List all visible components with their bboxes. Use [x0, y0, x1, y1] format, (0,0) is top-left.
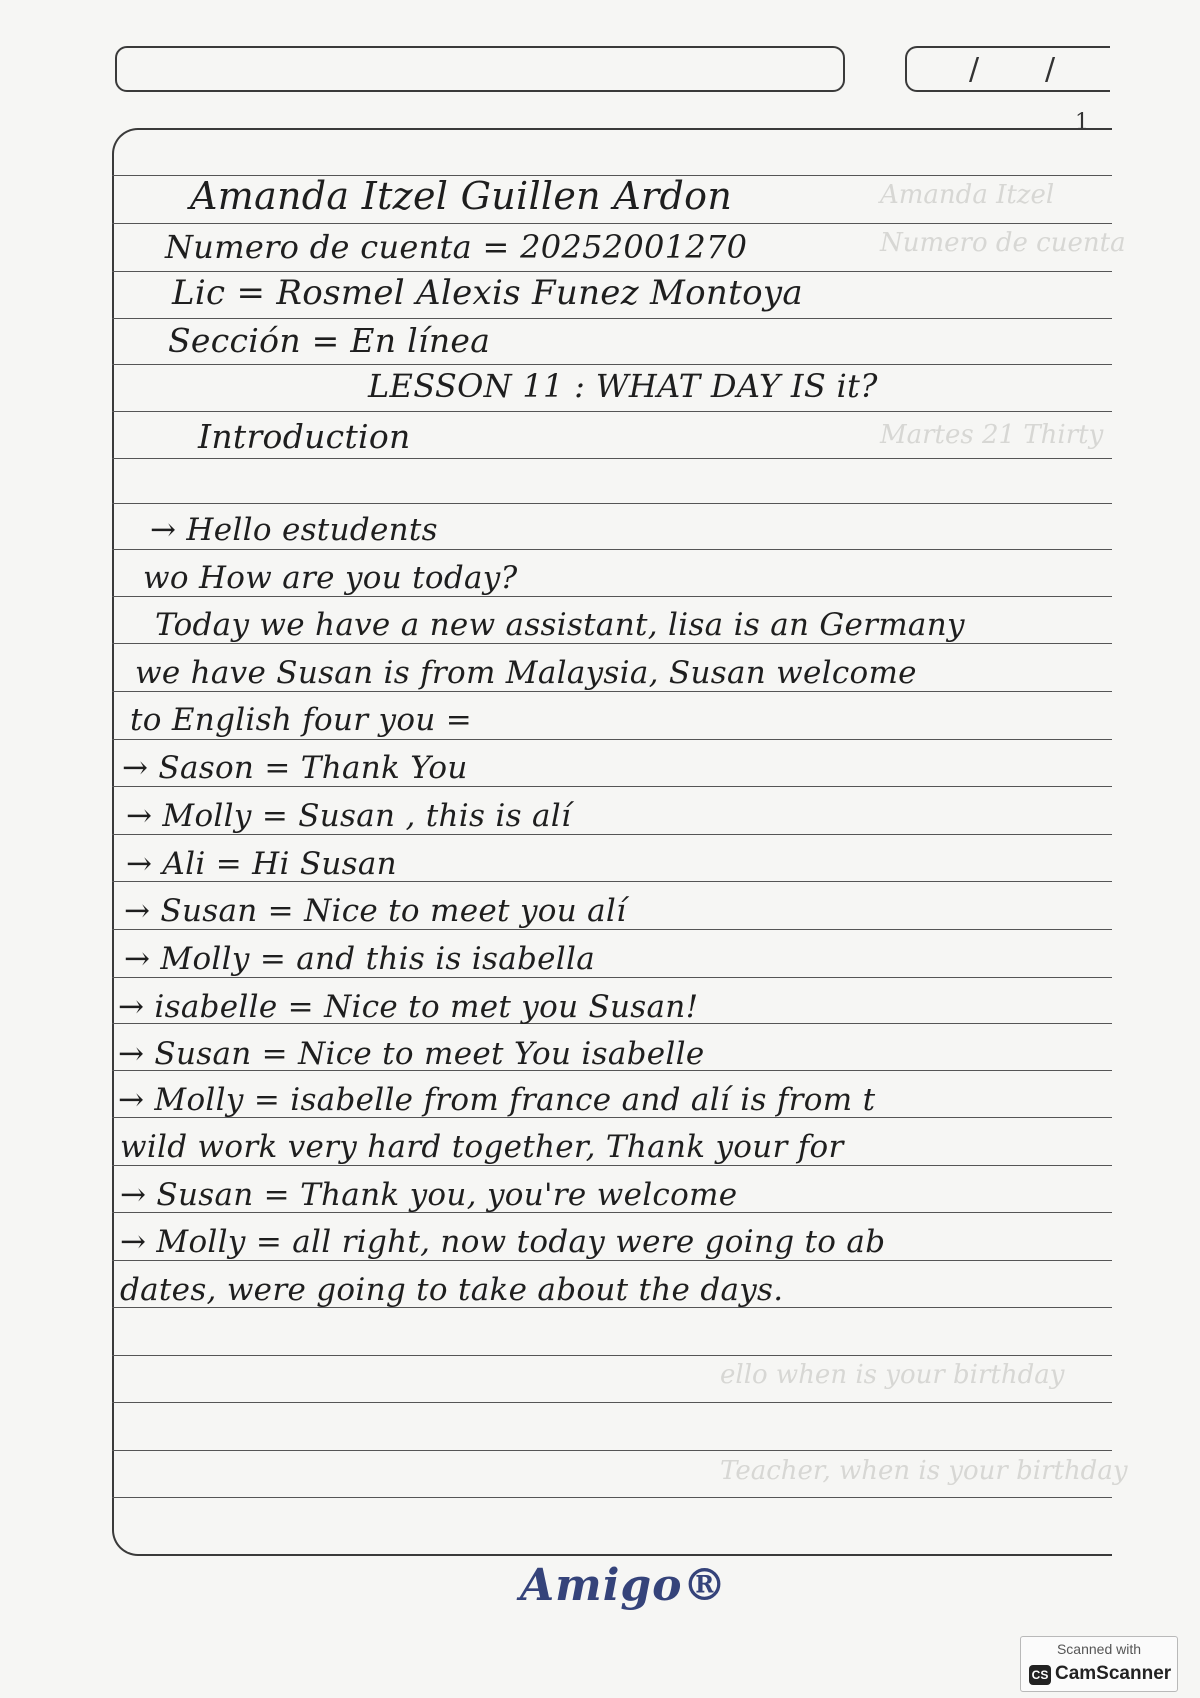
instructor: Lic = Rosmel Alexis Funez Montoya: [172, 273, 803, 313]
text-line: → Hello estudents: [150, 512, 438, 548]
ruled-line: [112, 318, 1112, 319]
ruled-line: [112, 223, 1112, 224]
scanner-name: CamScanner: [1055, 1663, 1172, 1684]
lesson-title: LESSON 11 : WHAT DAY IS it?: [368, 367, 878, 405]
account-number: Numero de cuenta = 20252001270: [165, 228, 748, 266]
dialogue-line: → isabelle = Nice to met you Susan!: [118, 989, 699, 1025]
ruled-line: [112, 271, 1112, 272]
page-number: 1: [1075, 110, 1089, 135]
dialogue-line: → Susan = Nice to meet you alí: [124, 893, 627, 929]
dialogue-line: wild work very hard together, Thank your for: [120, 1129, 844, 1165]
text-line: we have Susan is from Malaysia, Susan welcome: [135, 655, 917, 691]
ruled-line: [112, 596, 1112, 597]
ruled-line: [112, 1260, 1112, 1261]
header-date-box: [905, 46, 1110, 92]
ruled-line: [112, 739, 1112, 740]
ruled-line: [112, 643, 1112, 644]
dialogue-line: → Molly = isabelle from france and alí is from t: [118, 1082, 876, 1118]
date-slash-2: /: [1045, 52, 1056, 87]
bleed-through: ello when is your birthday: [720, 1360, 1065, 1390]
dialogue-line: → Molly = Susan , this is alí: [126, 798, 572, 834]
dialogue-line: → Sason = Thank You: [122, 750, 468, 786]
dialogue-line: dates, were going to take about the days.: [120, 1272, 784, 1308]
ruled-line: [112, 549, 1112, 550]
bleed-through: Amanda Itzel: [880, 180, 1055, 210]
ruled-line: [112, 458, 1112, 459]
camscanner-icon: CS: [1029, 1665, 1051, 1685]
ruled-line: [112, 1450, 1112, 1451]
camscanner-badge: [1020, 1636, 1178, 1692]
header-name-box: [115, 46, 845, 92]
ruled-line: [112, 1497, 1112, 1498]
text-line: Today we have a new assistant, lisa is an Germany: [155, 607, 965, 643]
dialogue-line: → Ali = Hi Susan: [126, 846, 397, 882]
ruled-line: [112, 977, 1112, 978]
text-line: wo How are you today?: [143, 560, 518, 596]
student-name: Amanda Itzel Guillen Ardon: [190, 174, 733, 218]
notebook-brand-logo: Amigo®: [520, 1560, 728, 1611]
introduction-heading: Introduction: [198, 417, 411, 456]
ruled-line: [112, 411, 1112, 412]
ruled-line: [112, 1402, 1112, 1403]
ruled-line: [112, 1355, 1112, 1356]
dialogue-line: → Molly = and this is isabella: [124, 941, 595, 977]
bleed-through: Numero de cuenta: [880, 228, 1126, 258]
scanner-caption: Scanned with: [1056, 1641, 1142, 1657]
section: Sección = En línea: [168, 321, 491, 360]
dialogue-line: → Molly = all right, now today were going to ab: [120, 1224, 886, 1260]
ruled-line: [112, 503, 1112, 504]
bleed-through: Martes 21 Thirty: [880, 420, 1104, 450]
ruled-line: [112, 364, 1112, 365]
dialogue-line: → Susan = Nice to meet You isabelle: [118, 1036, 705, 1072]
bleed-through: Teacher, when is your birthday: [720, 1456, 1128, 1486]
ruled-line: [112, 929, 1112, 930]
ruled-line: [112, 691, 1112, 692]
dialogue-line: → Susan = Thank you, you're welcome: [120, 1177, 738, 1213]
ruled-line: [112, 834, 1112, 835]
text-line: to English four you =: [130, 702, 473, 738]
ruled-line: [112, 1165, 1112, 1166]
date-slash-1: /: [969, 52, 980, 87]
ruled-line: [112, 786, 1112, 787]
